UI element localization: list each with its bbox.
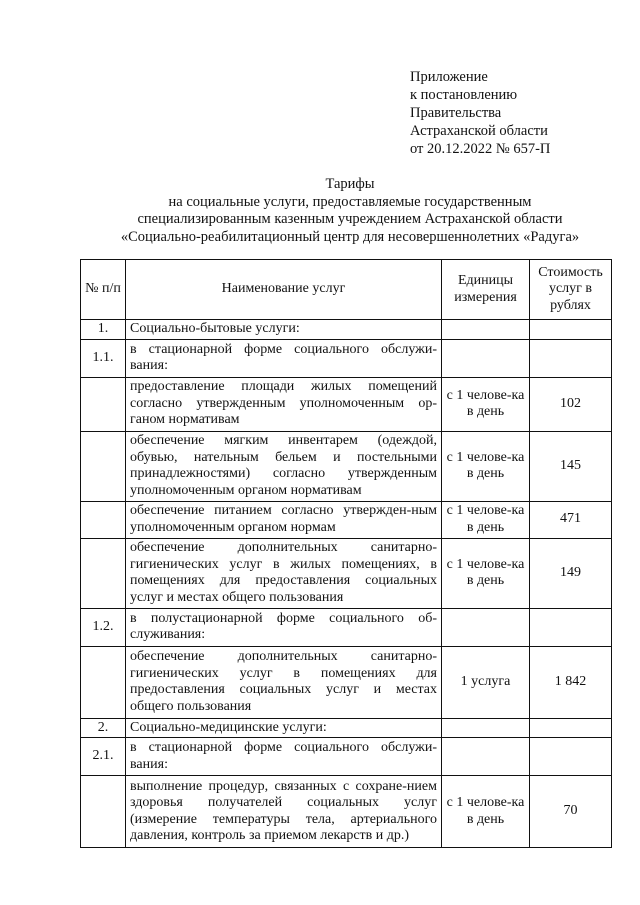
cell-num (81, 377, 126, 431)
cell-cost: 102 (530, 377, 612, 431)
cell-unit: с 1 челове-ка в день (442, 501, 530, 538)
appendix-block (410, 68, 550, 158)
cell-unit (442, 339, 530, 377)
cell-num (81, 431, 126, 501)
title-heading: Тарифы (325, 176, 375, 192)
cell-cost (530, 608, 612, 646)
header-name: Наименование услуг (126, 260, 442, 320)
cell-cost (530, 320, 612, 340)
table-row (81, 431, 612, 501)
title-line: на социальные услуги, предоставляемые государственным (168, 193, 532, 210)
header-cost: Стоимость услуг в рублях (530, 260, 612, 320)
cell-num (81, 501, 126, 538)
table-row (81, 738, 612, 776)
cell-unit: с 1 челове-ка в день (442, 377, 530, 431)
cell-name: в стационарной форме социального обслужи-вания: (126, 339, 442, 377)
cell-name: в полустационарной форме социального об-служивания: (126, 608, 442, 646)
appendix-line: Астраханской области (410, 123, 548, 139)
title-line: «Социально-реабилитационный центр для несовершеннолетних «Радуга» (120, 228, 580, 245)
cell-unit: с 1 челове-ка в день (442, 538, 530, 608)
cell-num (81, 776, 126, 848)
cell-cost: 145 (530, 431, 612, 501)
appendix-line: от 20.12.2022 № 657-П (410, 141, 551, 157)
cell-unit: с 1 челове-ка в день (442, 776, 530, 848)
document-title (60, 176, 640, 246)
cell-cost: 1 842 (530, 646, 612, 718)
cell-cost (530, 718, 612, 738)
appendix-line: Приложение (410, 69, 488, 85)
table-row (81, 718, 612, 738)
cell-name: Социально-бытовые услуги: (126, 320, 442, 340)
table-header-row (81, 260, 612, 320)
table-row (81, 776, 612, 848)
cell-num: 1. (81, 320, 126, 340)
tariffs-table (80, 259, 612, 848)
table-row (81, 538, 612, 608)
table-row (81, 377, 612, 431)
table-row (81, 339, 612, 377)
appendix-line: Правительства (410, 105, 502, 121)
cell-num: 1.2. (81, 608, 126, 646)
cell-name: обеспечение дополнительных санитарно-гигиенических услуг в жилых помещениях, в помещениях для предоставления социальных услуг и местах общего пользования (126, 538, 442, 608)
cell-unit (442, 738, 530, 776)
appendix-line: к постановлению (410, 87, 518, 103)
cell-unit (442, 718, 530, 738)
cell-cost (530, 738, 612, 776)
table-row (81, 608, 612, 646)
cell-name: обеспечение мягким инвентарем (одеждой, обувью, нательным бельем и постельными принадлежностями) согласно утвержденным уполномоченным органом нормативам (126, 431, 442, 501)
cell-name: Социально-медицинские услуги: (126, 718, 442, 738)
cell-name: обеспечение дополнительных санитарно-гигиенических услуг в помещениях для предоставления социальных услуг и местах общего пользования (126, 646, 442, 718)
cell-cost: 70 (530, 776, 612, 848)
cell-cost (530, 339, 612, 377)
cell-name: в стационарной форме социального обслужи-вания: (126, 738, 442, 776)
cell-name: предоставление площади жилых помещений согласно утвержденным уполномоченным ор-ганом нормативам (126, 377, 442, 431)
cell-num: 2.1. (81, 738, 126, 776)
cell-cost: 149 (530, 538, 612, 608)
table-row (81, 501, 612, 538)
table-row (81, 320, 612, 340)
cell-unit: 1 услуга (442, 646, 530, 718)
cell-cost: 471 (530, 501, 612, 538)
cell-num: 2. (81, 718, 126, 738)
cell-unit: с 1 челове-ка в день (442, 431, 530, 501)
cell-num (81, 538, 126, 608)
cell-unit (442, 320, 530, 340)
cell-name: выполнение процедур, связанных с сохране-нием здоровья получателей социальных услуг (измерение температуры тела, артериального давления, контроль за приемом лекарств и др.) (126, 776, 442, 848)
header-unit: Единицы измерения (442, 260, 530, 320)
title-line: специализированным казенным учреждением Астраханской области (137, 211, 563, 227)
cell-unit (442, 608, 530, 646)
cell-name: обеспечение питанием согласно утвержден-ным уполномоченным органом нормам (126, 501, 442, 538)
cell-num (81, 646, 126, 718)
cell-num: 1.1. (81, 339, 126, 377)
header-num: № п/п (81, 260, 126, 320)
table-row (81, 646, 612, 718)
